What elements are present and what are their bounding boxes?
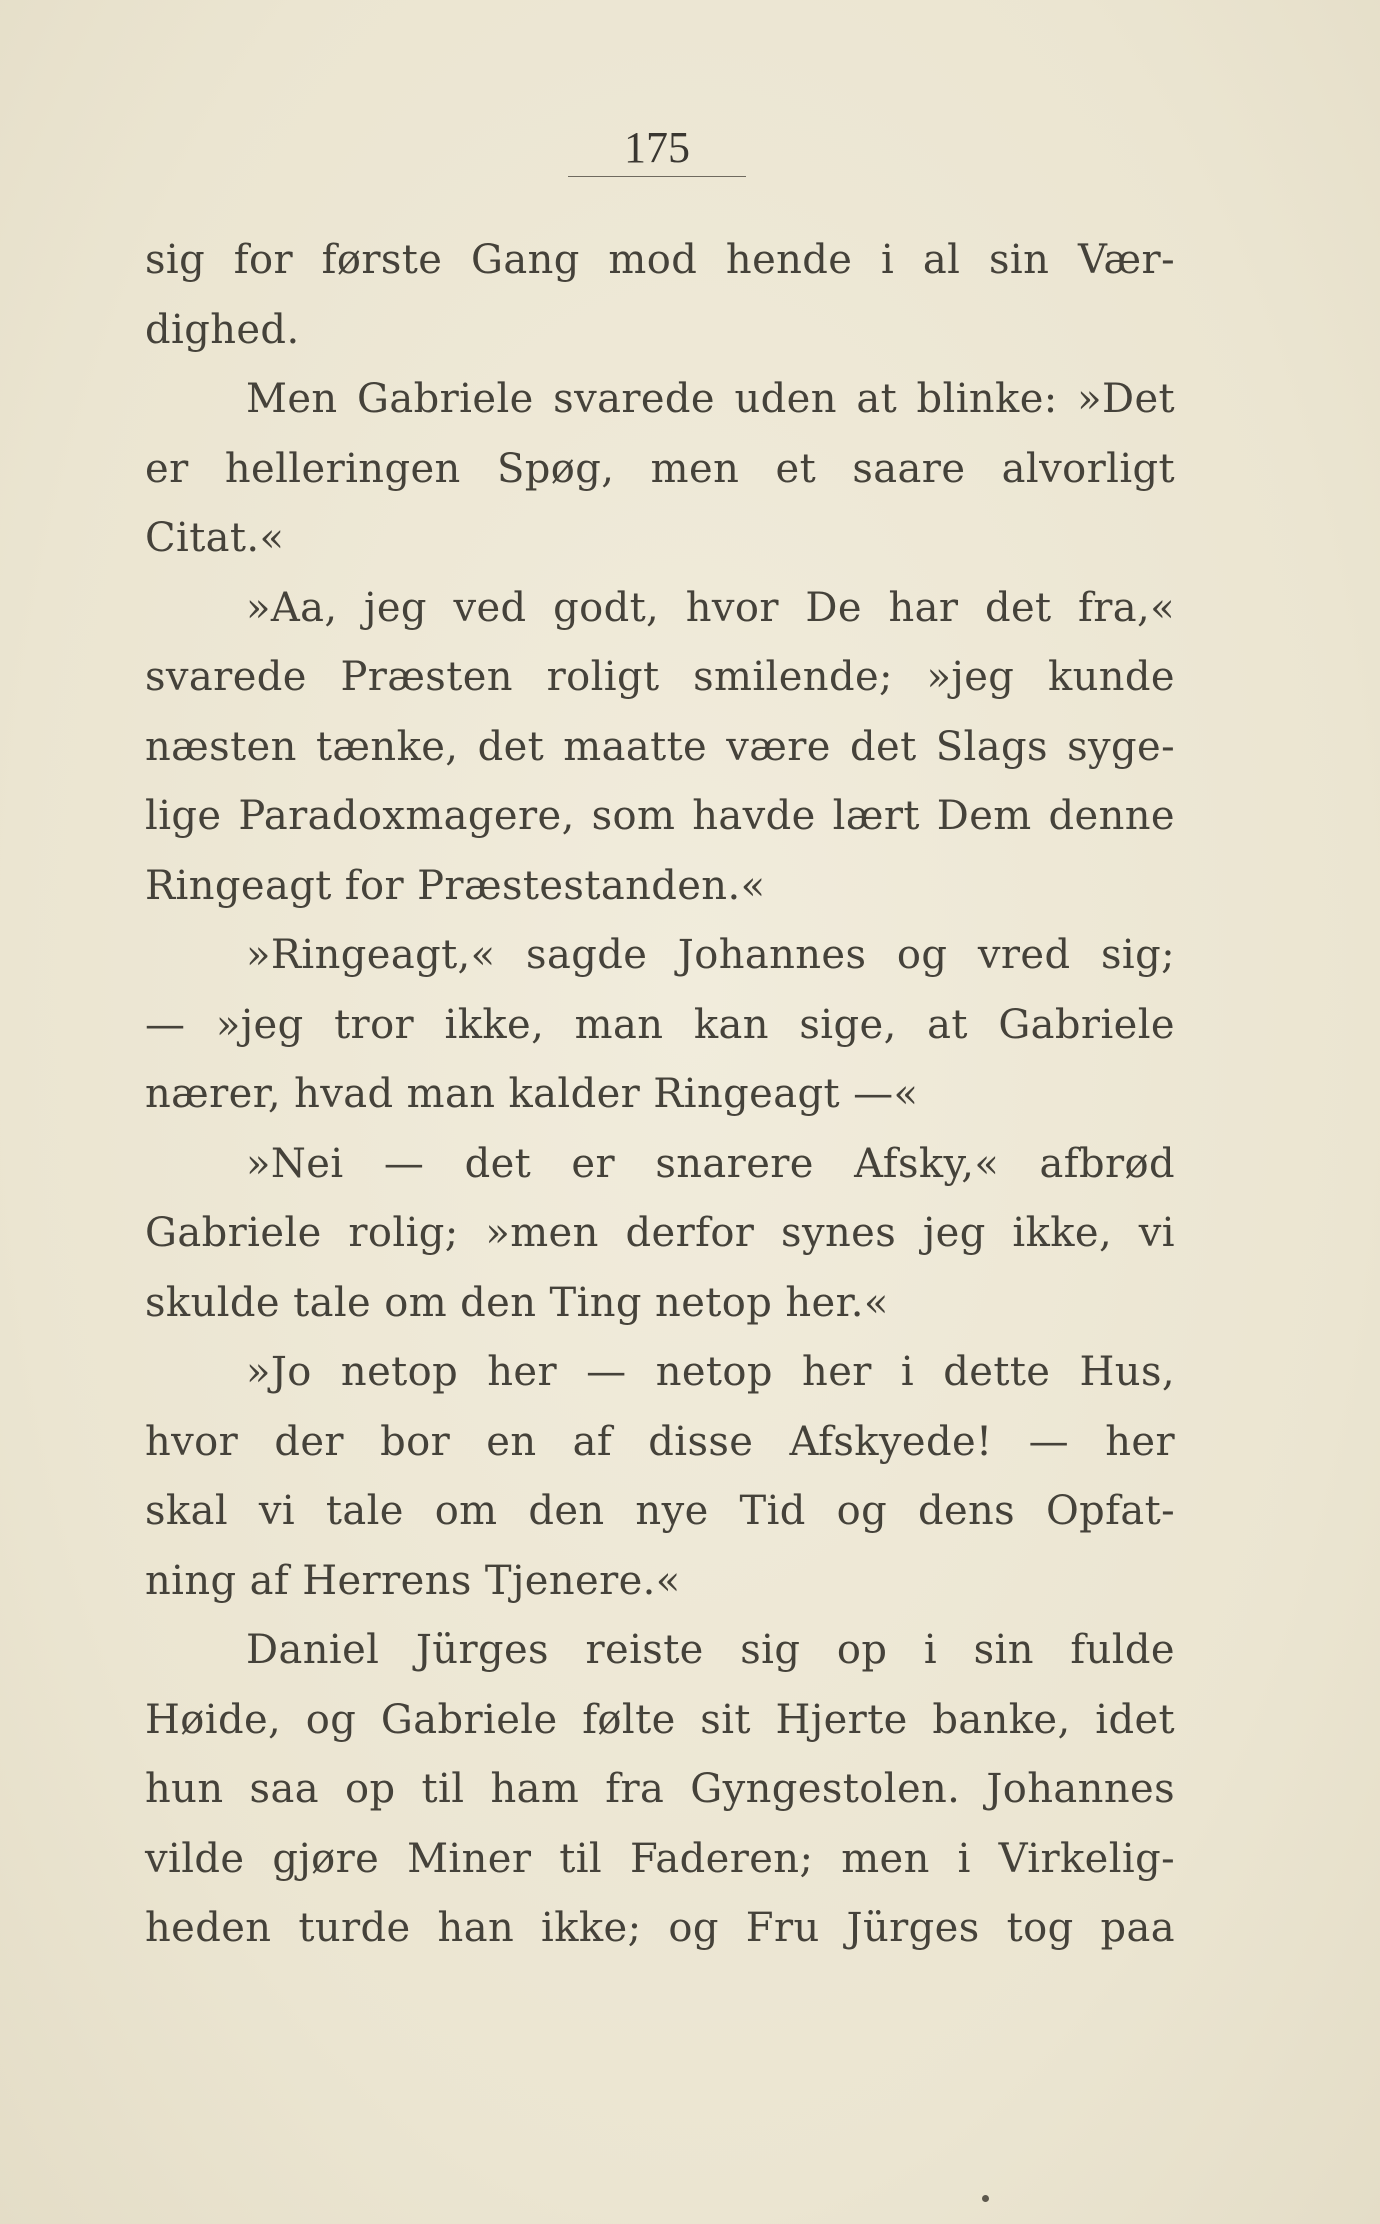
page-number-rule bbox=[568, 176, 746, 177]
text-line: dighed. bbox=[145, 306, 300, 353]
ink-speck bbox=[982, 2195, 989, 2202]
page-number: 175 bbox=[624, 123, 690, 172]
text-line: »Jo netop her — netop her i dette Hus, bbox=[246, 1349, 1175, 1395]
text-line: svarede Præsten roligt smilende; »jeg kunde bbox=[145, 654, 1175, 700]
text-line: hun saa op til ham fra Gyngestolen. Johannes bbox=[145, 1766, 1175, 1812]
text-line: Høide, og Gabriele følte sit Hjerte banke, idet bbox=[145, 1696, 1175, 1743]
body-text bbox=[145, 226, 1175, 1964]
text-line: Ringeagt for Præstestanden.« bbox=[145, 862, 766, 909]
text-line: skal vi tale om den nye Tid og dens Opfat- bbox=[145, 1488, 1175, 1534]
text-line: »Ringeagt,« sagde Johannes og vred sig; bbox=[246, 932, 1175, 978]
text-line: er helleringen Spøg, men et saare alvorligt bbox=[145, 445, 1175, 492]
text-line: næsten tænke, det maatte være det Slags syge- bbox=[145, 723, 1175, 770]
text-line: nærer, hvad man kalder Ringeagt —« bbox=[145, 1071, 919, 1117]
text-line: heden turde han ikke; og Fru Jürges tog paa bbox=[145, 1905, 1175, 1951]
text-line: skulde tale om den Ting netop her.« bbox=[145, 1279, 889, 1326]
text-line: — »jeg tror ikke, man kan sige, at Gabriele bbox=[145, 1001, 1175, 1048]
text-line: Citat.« bbox=[145, 515, 285, 561]
text-line: Men Gabriele svarede uden at blinke: »Det bbox=[246, 376, 1175, 422]
text-line: Gabriele rolig; »men derfor synes jeg ikke, vi bbox=[145, 1210, 1175, 1256]
text-line: sig for første Gang mod hende i al sin Vær- bbox=[145, 237, 1175, 283]
text-line: Daniel Jürges reiste sig op i sin fulde bbox=[246, 1627, 1175, 1673]
text-line: »Nei — det er snarere Afsky,« afbrød bbox=[246, 1140, 1175, 1187]
text-line: vilde gjøre Miner til Faderen; men i Virkelig- bbox=[145, 1835, 1175, 1882]
text-line: hvor der bor en af disse Afskyede! — her bbox=[145, 1418, 1175, 1465]
text-line: lige Paradoxmagere, som havde lært Dem denne bbox=[145, 793, 1175, 839]
text-line: ning af Herrens Tjenere.« bbox=[145, 1557, 681, 1604]
text-line: »Aa, jeg ved godt, hvor De har det fra,« bbox=[246, 584, 1175, 631]
